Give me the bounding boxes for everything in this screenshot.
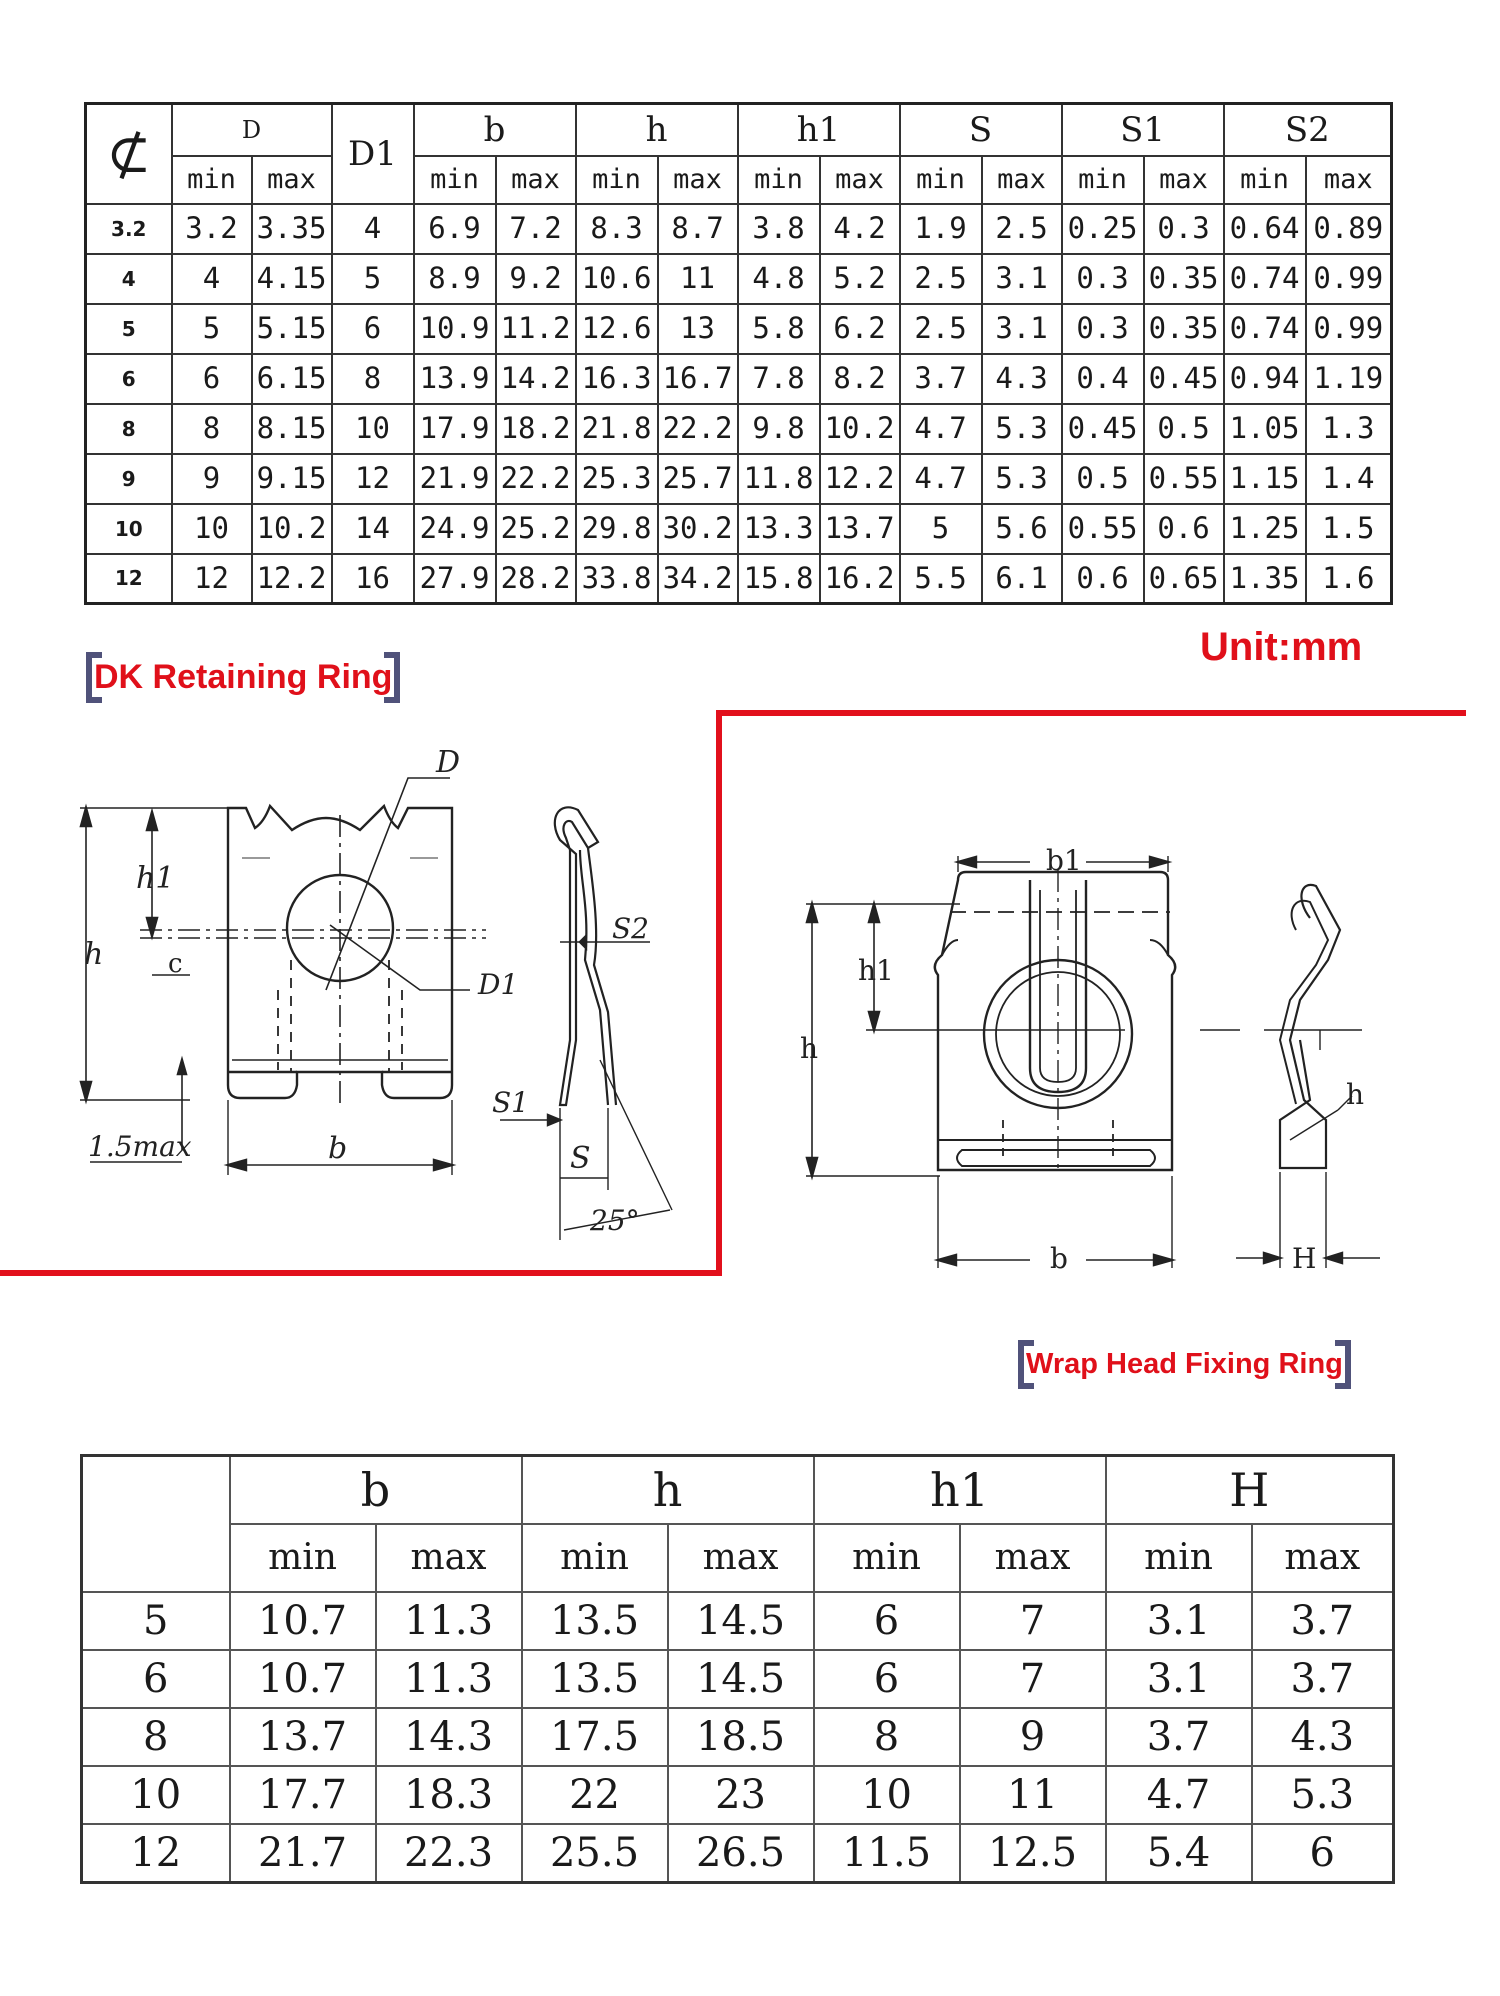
- table-cell: 5.3: [1252, 1766, 1394, 1824]
- table1-header-h1: h1: [738, 104, 900, 156]
- diagram-label-S1: S1: [492, 1086, 529, 1119]
- table-cell: 5.2: [820, 254, 900, 304]
- row-label: 10: [86, 504, 172, 554]
- table-cell: 7: [960, 1592, 1106, 1650]
- table-row: [86, 554, 1392, 604]
- table-cell: 9: [172, 454, 252, 504]
- table1-header-b: b: [414, 104, 576, 156]
- table-cell: 8: [332, 354, 414, 404]
- row-label: 8: [82, 1708, 230, 1766]
- table-cell: 5.15: [252, 304, 332, 354]
- table-cell: 11.5: [814, 1824, 960, 1882]
- table-cell: 6.2: [820, 304, 900, 354]
- table-cell: 1.25: [1224, 504, 1306, 554]
- table-cell: 10.2: [820, 404, 900, 454]
- diagram-label-h1: h1: [136, 861, 175, 896]
- table1-sub-max: max: [658, 156, 738, 204]
- table-cell: 11.3: [376, 1650, 522, 1708]
- table1-sub-max: max: [1144, 156, 1224, 204]
- table-cell: 9: [960, 1708, 1106, 1766]
- diagram-label-1-5max: 1.5max: [88, 1130, 192, 1163]
- table-cell: 29.8: [576, 504, 658, 554]
- table-cell: 7.2: [496, 204, 576, 254]
- table-cell: 6: [172, 354, 252, 404]
- table-cell: 10.6: [576, 254, 658, 304]
- table-cell: 8.7: [658, 204, 738, 254]
- table-cell: 3.35: [252, 204, 332, 254]
- table-cell: 0.64: [1224, 204, 1306, 254]
- table-cell: 30.2: [658, 504, 738, 554]
- table-cell: 13.7: [230, 1708, 376, 1766]
- table-cell: 4.7: [900, 454, 982, 504]
- diagram-label-c: c: [168, 949, 183, 979]
- table-cell: 1.3: [1306, 404, 1392, 454]
- table-cell: 14.3: [376, 1708, 522, 1766]
- row-label: 12: [82, 1824, 230, 1882]
- table-cell: 9.2: [496, 254, 576, 304]
- diagram-label-h: h: [84, 937, 104, 972]
- table1-header-h: h: [576, 104, 738, 156]
- diameter-symbol: ⊄: [106, 121, 152, 185]
- table2-corner: [82, 1456, 230, 1592]
- table-cell: 4.3: [982, 354, 1062, 404]
- caption-text: DK Retaining Ring: [94, 658, 393, 696]
- table-cell: 8.15: [252, 404, 332, 454]
- table-row: [82, 1592, 1394, 1650]
- table-cell: 5.6: [982, 504, 1062, 554]
- table-cell: 4.15: [252, 254, 332, 304]
- table-cell: 11.3: [376, 1592, 522, 1650]
- table-cell: 3.7: [900, 354, 982, 404]
- table-cell: 25.5: [522, 1824, 668, 1882]
- table-cell: 11: [960, 1766, 1106, 1824]
- table-cell: 1.19: [1306, 354, 1392, 404]
- row-label: 5: [86, 304, 172, 354]
- table-row: [82, 1824, 1394, 1882]
- table-cell: 17.9: [414, 404, 496, 454]
- table-row: [82, 1708, 1394, 1766]
- table-cell: 18.5: [668, 1708, 814, 1766]
- table-cell: 6.9: [414, 204, 496, 254]
- table-cell: 5: [332, 254, 414, 304]
- table-cell: 4: [172, 254, 252, 304]
- table-cell: 5.3: [982, 454, 1062, 504]
- table1-sub-max: max: [982, 156, 1062, 204]
- table-cell: 5: [900, 504, 982, 554]
- table-row: [86, 254, 1392, 304]
- table-cell: 5.8: [738, 304, 820, 354]
- table-cell: 6: [814, 1592, 960, 1650]
- table-cell: 24.9: [414, 504, 496, 554]
- table-cell: 23: [668, 1766, 814, 1824]
- table-cell: 3.1: [1106, 1592, 1252, 1650]
- table-cell: 0.65: [1144, 554, 1224, 604]
- table-cell: 10: [172, 504, 252, 554]
- table-cell: 9.15: [252, 454, 332, 504]
- table1-header-S2: S2: [1224, 104, 1392, 156]
- table-cell: 8.3: [576, 204, 658, 254]
- table-cell: 17.5: [522, 1708, 668, 1766]
- table-cell: 33.8: [576, 554, 658, 604]
- table-cell: 16.2: [820, 554, 900, 604]
- table-cell: 3.1: [1106, 1650, 1252, 1708]
- table-cell: 12: [332, 454, 414, 504]
- table1-sub-min: min: [1224, 156, 1306, 204]
- table-cell: 0.6: [1144, 504, 1224, 554]
- table-cell: 1.5: [1306, 504, 1392, 554]
- table2-subheader-row: [82, 1524, 1394, 1592]
- row-label: 3.2: [86, 204, 172, 254]
- table-cell: 0.25: [1062, 204, 1144, 254]
- table-cell: 0.3: [1144, 204, 1224, 254]
- table-cell: 12.2: [252, 554, 332, 604]
- table2-header-h1: h1: [814, 1456, 1106, 1524]
- table-cell: 14.5: [668, 1592, 814, 1650]
- table-cell: 12.2: [820, 454, 900, 504]
- table-cell: 0.4: [1062, 354, 1144, 404]
- table2-sub-max: max: [960, 1524, 1106, 1592]
- table-cell: 13.7: [820, 504, 900, 554]
- table-cell: 2.5: [900, 254, 982, 304]
- table-cell: 5.4: [1106, 1824, 1252, 1882]
- table-cell: 4: [332, 204, 414, 254]
- red-frame-bottom: [0, 1270, 722, 1276]
- table-cell: 8: [814, 1708, 960, 1766]
- table1-header-S1: S1: [1062, 104, 1224, 156]
- table-cell: 34.2: [658, 554, 738, 604]
- table-cell: 16.3: [576, 354, 658, 404]
- diagram-label-b: b: [328, 1131, 348, 1166]
- table-cell: 0.89: [1306, 204, 1392, 254]
- table-cell: 13.9: [414, 354, 496, 404]
- table-cell: 25.3: [576, 454, 658, 504]
- table2-sub-min: min: [230, 1524, 376, 1592]
- table-cell: 0.6: [1062, 554, 1144, 604]
- table-cell: 3.2: [172, 204, 252, 254]
- table-row: [86, 454, 1392, 504]
- table-cell: 22.2: [658, 404, 738, 454]
- caption-wrap-head-fixing-ring: [1018, 1340, 1351, 1389]
- table-cell: 0.74: [1224, 304, 1306, 354]
- red-frame-top: [716, 710, 1466, 716]
- table-cell: 10: [332, 404, 414, 454]
- table1-sub-min: min: [900, 156, 982, 204]
- table-cell: 0.3: [1062, 254, 1144, 304]
- caption-dk-retaining-ring: [86, 652, 400, 703]
- table-cell: 3.7: [1106, 1708, 1252, 1766]
- unit-label: Unit:mm: [1200, 625, 1363, 669]
- row-label: 9: [86, 454, 172, 504]
- table-row: [86, 354, 1392, 404]
- table-cell: 16: [332, 554, 414, 604]
- wrap-label-h: h: [800, 1032, 819, 1065]
- table-cell: 8.9: [414, 254, 496, 304]
- table-cell: 13.5: [522, 1592, 668, 1650]
- caption-text: Wrap Head Fixing Ring: [1026, 1348, 1343, 1380]
- table-cell: 10.7: [230, 1650, 376, 1708]
- wrap-label-h1: h1: [858, 954, 894, 987]
- row-label: 6: [82, 1650, 230, 1708]
- table-cell: 12: [172, 554, 252, 604]
- wrap-label-b: b: [1050, 1242, 1068, 1275]
- table-cell: 11.8: [738, 454, 820, 504]
- table-cell: 0.99: [1306, 254, 1392, 304]
- table-cell: 11: [658, 254, 738, 304]
- wrap-label-H: H: [1292, 1242, 1317, 1275]
- table-cell: 0.45: [1062, 404, 1144, 454]
- table-cell: 14: [332, 504, 414, 554]
- table-cell: 10: [814, 1766, 960, 1824]
- table-cell: 18.3: [376, 1766, 522, 1824]
- table-cell: 26.5: [668, 1824, 814, 1882]
- table-cell: 0.74: [1224, 254, 1306, 304]
- table-row: [82, 1766, 1394, 1824]
- table-cell: 10.7: [230, 1592, 376, 1650]
- row-label: 4: [86, 254, 172, 304]
- table-cell: 17.7: [230, 1766, 376, 1824]
- table-cell: 4.3: [1252, 1708, 1394, 1766]
- table1-header-D: D: [172, 104, 332, 156]
- table2-sub-min: min: [522, 1524, 668, 1592]
- table-cell: 12.6: [576, 304, 658, 354]
- table-row: [86, 504, 1392, 554]
- table2-header-b: b: [230, 1456, 522, 1524]
- table1-header-D1: D1: [332, 104, 414, 204]
- table1-sub-max: max: [1306, 156, 1392, 204]
- table-cell: 0.45: [1144, 354, 1224, 404]
- table-cell: 4.7: [900, 404, 982, 454]
- table-cell: 1.15: [1224, 454, 1306, 504]
- row-label: 12: [86, 554, 172, 604]
- table-cell: 0.3: [1062, 304, 1144, 354]
- row-label: 10: [82, 1766, 230, 1824]
- table-cell: 7: [960, 1650, 1106, 1708]
- diagram-label-D: D: [436, 745, 461, 780]
- table-row: [86, 204, 1392, 254]
- table-cell: 0.35: [1144, 304, 1224, 354]
- table-cell: 0.5: [1144, 404, 1224, 454]
- bracket-right: [1335, 1340, 1351, 1389]
- table2-header-h: h: [522, 1456, 814, 1524]
- table-cell: 0.55: [1144, 454, 1224, 504]
- table1-sub-min: min: [1062, 156, 1144, 204]
- bracket-left: [86, 652, 102, 703]
- dk-dimensions-table: [84, 102, 1393, 605]
- table-cell: 8: [172, 404, 252, 454]
- table-cell: 2.5: [900, 304, 982, 354]
- table-cell: 4.7: [1106, 1766, 1252, 1824]
- wrap-label-h-side: h: [1346, 1078, 1365, 1111]
- table1-header-S: S: [900, 104, 1062, 156]
- table-cell: 6.1: [982, 554, 1062, 604]
- bracket-left: [1018, 1340, 1034, 1389]
- table-cell: 25.2: [496, 504, 576, 554]
- table-cell: 14.2: [496, 354, 576, 404]
- table-cell: 0.55: [1062, 504, 1144, 554]
- table-cell: 1.6: [1306, 554, 1392, 604]
- table-cell: 25.7: [658, 454, 738, 504]
- table-cell: 5: [172, 304, 252, 354]
- table-cell: 22.2: [496, 454, 576, 504]
- table-row: [82, 1650, 1394, 1708]
- table-cell: 0.5: [1062, 454, 1144, 504]
- diagram-label-S2: S2: [612, 912, 649, 945]
- table-cell: 1.35: [1224, 554, 1306, 604]
- table-cell: 1.4: [1306, 454, 1392, 504]
- table1-sub-max: max: [496, 156, 576, 204]
- table1-sub-max: max: [820, 156, 900, 204]
- table-cell: 10.2: [252, 504, 332, 554]
- row-label: 8: [86, 404, 172, 454]
- table-cell: 6: [814, 1650, 960, 1708]
- table-cell: 3.7: [1252, 1592, 1394, 1650]
- table-cell: 13.5: [522, 1650, 668, 1708]
- table-cell: 4.8: [738, 254, 820, 304]
- table-cell: 6: [332, 304, 414, 354]
- wrap-label-b1: b1: [1046, 844, 1082, 877]
- table-cell: 18.2: [496, 404, 576, 454]
- table-row: [86, 304, 1392, 354]
- table-cell: 13.3: [738, 504, 820, 554]
- table-cell: 3.1: [982, 254, 1062, 304]
- table2-sub-max: max: [668, 1524, 814, 1592]
- table-cell: 14.5: [668, 1650, 814, 1708]
- table-cell: 16.7: [658, 354, 738, 404]
- table2-header-H: H: [1106, 1456, 1394, 1524]
- table-cell: 2.5: [982, 204, 1062, 254]
- table-cell: 5.5: [900, 554, 982, 604]
- table-cell: 0.94: [1224, 354, 1306, 404]
- table1-sub-min: min: [576, 156, 658, 204]
- table1-sub-min: min: [414, 156, 496, 204]
- table-cell: 1.9: [900, 204, 982, 254]
- table-cell: 3.7: [1252, 1650, 1394, 1708]
- table-cell: 28.2: [496, 554, 576, 604]
- bracket-right: [384, 652, 400, 703]
- row-label: 6: [86, 354, 172, 404]
- table-cell: 3.1: [982, 304, 1062, 354]
- table1-sub-min: min: [738, 156, 820, 204]
- table-cell: 22.3: [376, 1824, 522, 1882]
- table-cell: 27.9: [414, 554, 496, 604]
- wrap-head-dimensions-table: [80, 1454, 1395, 1884]
- table2-sub-min: min: [814, 1524, 960, 1592]
- row-label: 5: [82, 1592, 230, 1650]
- wrap-head-fixing-ring-diagram: [790, 840, 1400, 1290]
- table-cell: 4.2: [820, 204, 900, 254]
- table-cell: 7.8: [738, 354, 820, 404]
- table-cell: 10.9: [414, 304, 496, 354]
- table-cell: 11.2: [496, 304, 576, 354]
- table2-sub-min: min: [1106, 1524, 1252, 1592]
- diagram-label-S: S: [570, 1141, 591, 1176]
- table-cell: 21.7: [230, 1824, 376, 1882]
- table1-subheader-row: [86, 156, 1392, 204]
- table-cell: 6.15: [252, 354, 332, 404]
- table-cell: 1.05: [1224, 404, 1306, 454]
- table-cell: 8.2: [820, 354, 900, 404]
- table-cell: 5.3: [982, 404, 1062, 454]
- dk-retaining-ring-diagram: [60, 730, 720, 1250]
- table2-sub-max: max: [376, 1524, 522, 1592]
- table-cell: 0.35: [1144, 254, 1224, 304]
- table1-sub-max: max: [252, 156, 332, 204]
- table-cell: 21.9: [414, 454, 496, 504]
- diagram-label-angle: 25°: [590, 1204, 640, 1237]
- table-cell: 6: [1252, 1824, 1394, 1882]
- table-cell: 22: [522, 1766, 668, 1824]
- table-cell: 21.8: [576, 404, 658, 454]
- table1-sub-min: min: [172, 156, 252, 204]
- diagram-label-D1: D1: [478, 968, 519, 1001]
- table-cell: 15.8: [738, 554, 820, 604]
- table-cell: 12.5: [960, 1824, 1106, 1882]
- table-row: [86, 404, 1392, 454]
- table-cell: 3.8: [738, 204, 820, 254]
- table-cell: 13: [658, 304, 738, 354]
- table2-sub-max: max: [1252, 1524, 1394, 1592]
- table-cell: 0.99: [1306, 304, 1392, 354]
- table1-corner: [86, 104, 172, 204]
- table-cell: 9.8: [738, 404, 820, 454]
